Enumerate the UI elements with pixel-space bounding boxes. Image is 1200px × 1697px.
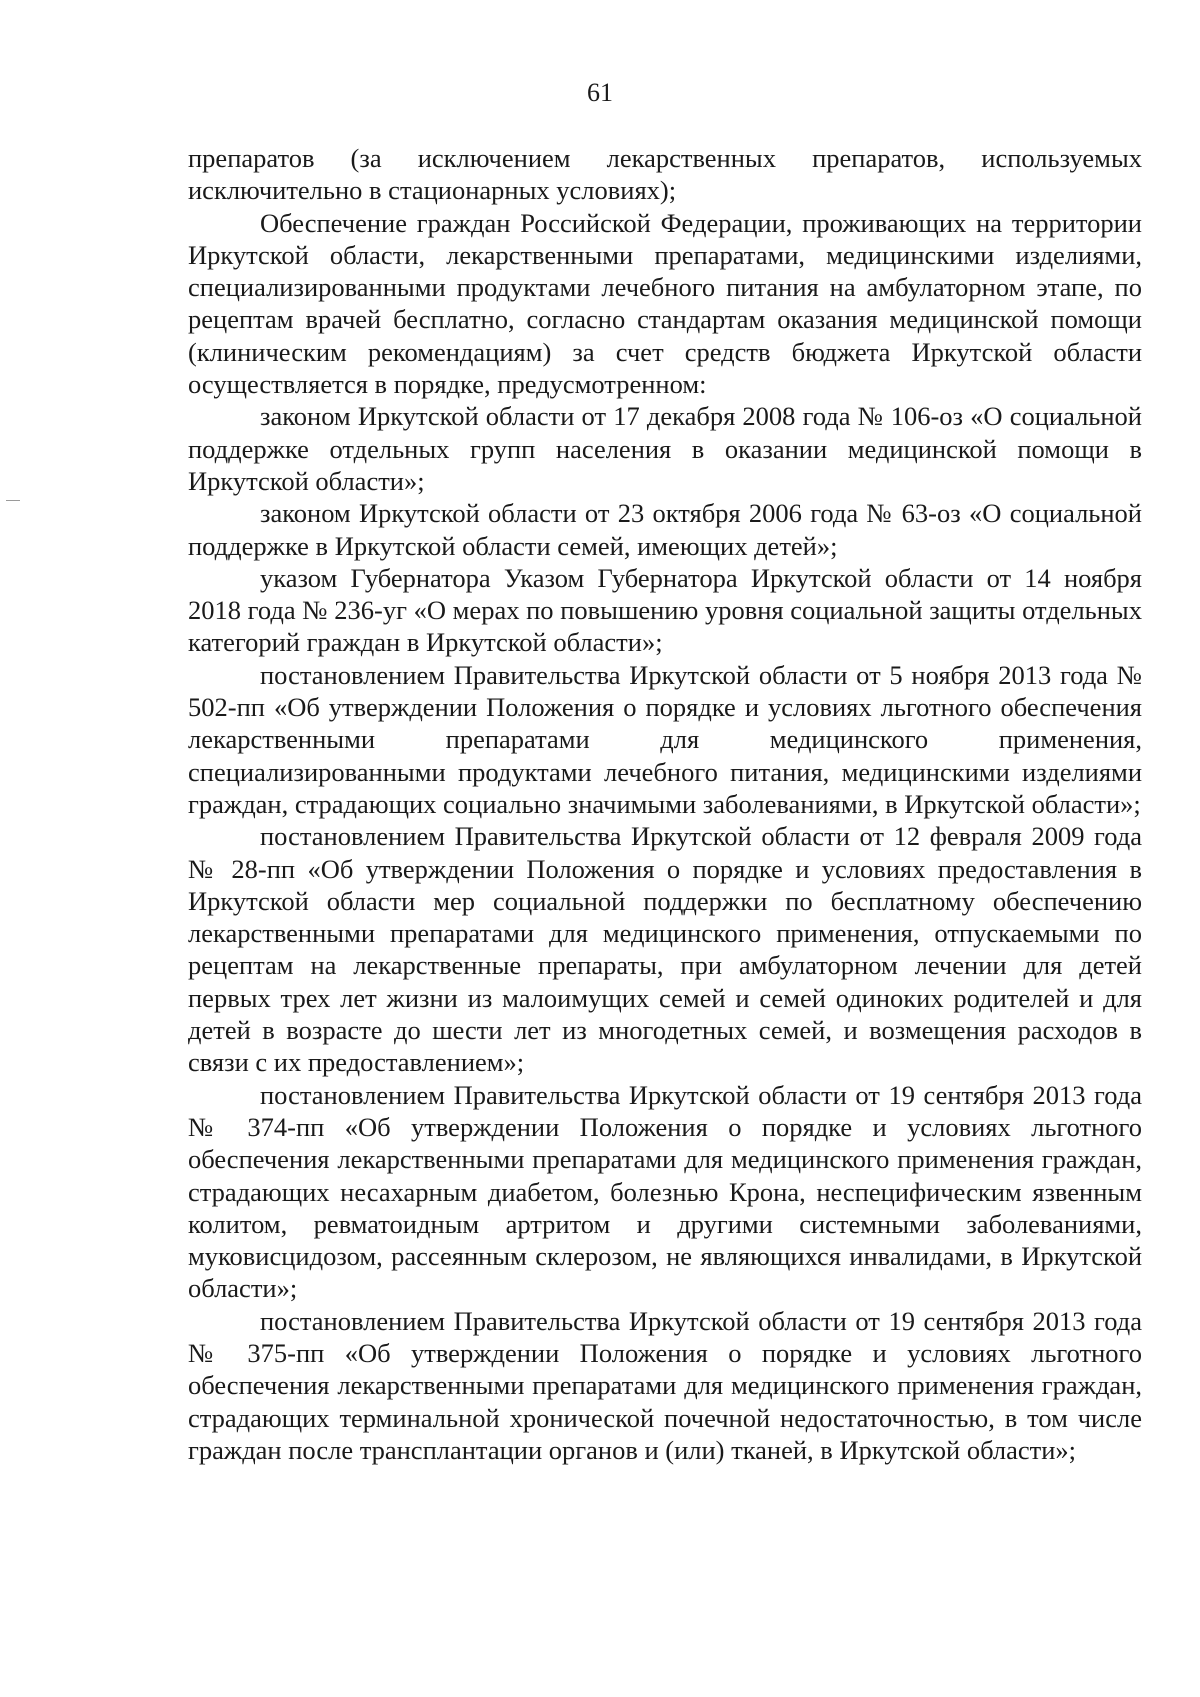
page-number: 61 (587, 78, 613, 107)
paragraph-resolution-375-pp: постановлением Правительства Иркутской области от 19 сентября 2013 года № 375-пп «Об утверждении Положения о порядке и условиях льготного обеспечения лекарственными препаратами для медицинского применения граждан, страдающих терминальной хронической почечной недостаточностью, в том числе граждан после трансплантации органов и (или) тканей, в Иркутской области»; (188, 1305, 1142, 1465)
paragraph-resolution-502-pp: постановлением Правительства Иркутской области от 5 ноября 2013 года № 502-пп «Об утверждении Положения о порядке и условиях льготного обеспечения лекарственными препаратами для медицинского применения, специализированными продуктами лечебного питания, медицинскими изделиями граждан, страдающих социально значимыми заболеваниями, в Иркутской области»; (188, 659, 1142, 819)
paragraph-law-63-oz: законом Иркутской области от 23 октября 2006 года № 63-оз «О социальной поддержке в Иркутской области семей, имеющих детей»; (188, 498, 1142, 561)
paragraph-resolution-28-pp: постановлением Правительства Иркутской области от 12 февраля 2009 года № 28-пп «Об утверждении Положения о порядке и условиях предоставления в Иркутской области мер социальной поддержки по бесплатному обеспечению лекарственными препаратами для медицинского применения, отпускаемыми по рецептам на лекарственные препараты, при амбулаторном лечении для детей первых трех лет жизни из малоимущих семей и семей одиноких родителей и для детей в возрасте до шести лет из многодетных семей, и возмещения расходов в связи с их предоставлением»; (188, 821, 1142, 1078)
paragraph-resolution-374-pp: постановлением Правительства Иркутской области от 19 сентября 2013 года № 374-пп «Об утверждении Положения о порядке и условиях льготного обеспечения лекарственными препаратами для медицинского применения граждан, страдающих несахарным диабетом, болезнью Крона, неспецифическим язвенным колитом, ревматоидным артритом и другими системными заболеваниями, муковисцидозом, рассеянным склерозом, не являющихся инвалидами, в Иркутской области»; (188, 1079, 1142, 1304)
paragraph-law-106-oz: законом Иркутской области от 17 декабря 2008 года № 106-оз «О социальной поддержке отдельных групп населения в оказании медицинской помощи в Иркутской области»; (188, 401, 1142, 496)
paragraph-provision-intro: Обеспечение граждан Российской Федерации, проживающих на территории Иркутской области, лекарственными препаратами, медицинскими изделиями, специализированными продуктами лечебного питания на амбулаторном этапе, по рецептам врачей бесплатно, согласно стандартам оказания медицинской помощи (клиническим рекомендациям) за счет средств бюджета Иркутской области осуществляется в порядке, предусмотренном: (188, 207, 1142, 400)
scan-margin-mark (6, 500, 20, 501)
paragraph-continuation: препаратов (за исключением лекарственных препаратов, используемых исключительно в стационарных условиях); (188, 143, 1142, 206)
document-body (188, 142, 1142, 1466)
paragraph-decree-236-ug: указом Губернатора Указом Губернатора Иркутской области от 14 ноября 2018 года № 236-уг «О мерах по повышению уровня социальной защиты отдельных категорий граждан в Иркутской области»; (188, 562, 1142, 658)
